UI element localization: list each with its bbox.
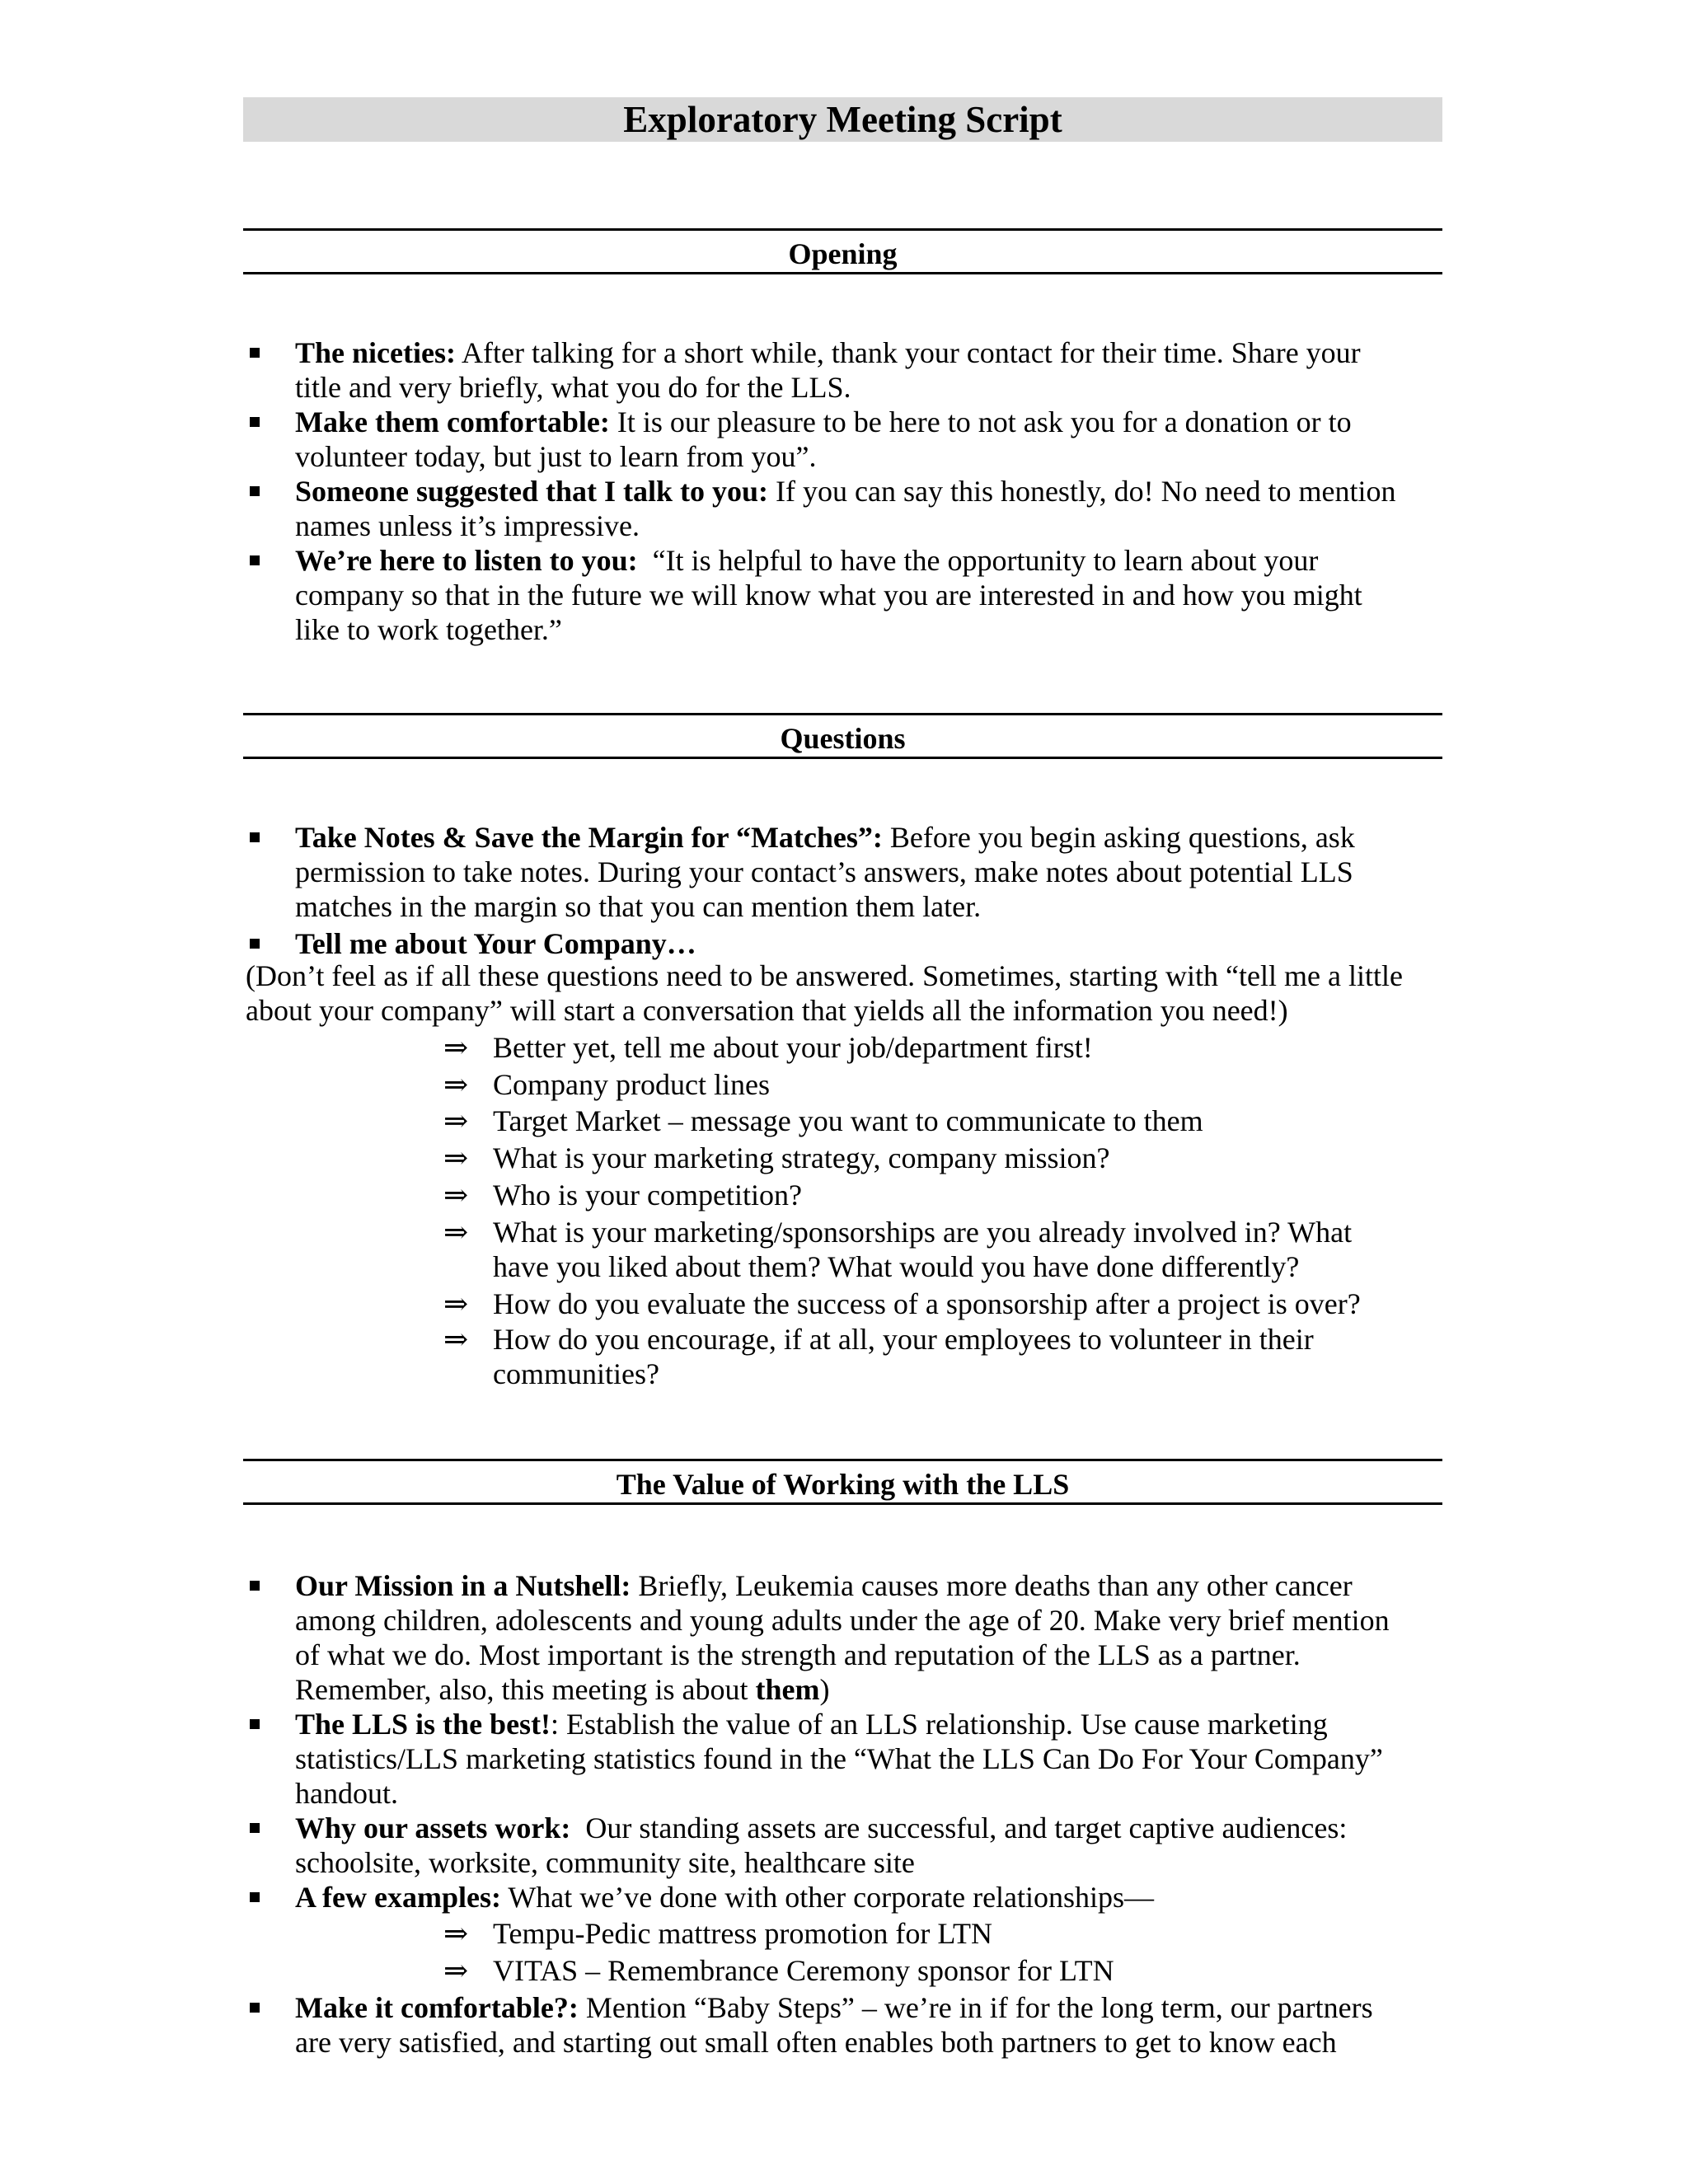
item-text: Before you begin asking questions, ask — [889, 821, 1355, 854]
emphasis-text: them — [755, 1673, 820, 1706]
arrow-item: What is your marketing strategy, company mission? — [493, 1141, 1110, 1174]
list-item-line: permission to take notes. During your contact’s answers, make notes about potential LLS — [295, 855, 1353, 888]
bullet-icon — [250, 1581, 260, 1591]
item-text: ) — [819, 1673, 830, 1706]
bullet-icon — [250, 417, 260, 427]
double-arrow-icon: ⇒ — [443, 1287, 469, 1320]
list-item-line: among children, adolescents and young adults under the age of 20. Make very brief mention — [295, 1604, 1390, 1637]
list-item-line: matches in the margin so that you can mention them later. — [295, 890, 982, 923]
bullet-icon — [250, 939, 260, 949]
item-bold-label: Tell me about Your Company… — [295, 927, 696, 960]
list-item-line — [295, 926, 696, 961]
item-bold-label: Our Mission in a Nutshell: — [295, 1569, 631, 1602]
list-item-line: handout. — [295, 1777, 398, 1810]
list-item-line — [295, 1811, 1347, 1845]
bullet-icon — [250, 832, 260, 842]
list-item-line — [295, 405, 1352, 439]
bullet-icon — [250, 2003, 260, 2013]
list-item-line: are very satisfied, and starting out small often enables both partners to get to know each — [295, 2026, 1337, 2059]
list-item-line: title and very briefly, what you do for the LLS. — [295, 371, 851, 404]
list-item-line — [295, 543, 1318, 578]
item-bold-label: Someone suggested that I talk to you: — [295, 475, 769, 508]
item-bold-label: The LLS is the best! — [295, 1708, 551, 1741]
list-item-line: volunteer today, but just to learn from you”. — [295, 440, 817, 473]
double-arrow-icon: ⇒ — [443, 1954, 469, 1987]
double-arrow-icon: ⇒ — [443, 1104, 469, 1137]
section-heading-value: The Value of Working with the LLS — [243, 1459, 1442, 1505]
list-item-line: company so that in the future we will know what you are interested in and how you might — [295, 579, 1362, 612]
double-arrow-icon: ⇒ — [443, 1323, 469, 1356]
item-bold-label: Why our assets work: — [295, 1811, 571, 1844]
bullet-icon — [250, 555, 260, 565]
item-text: After talking for a short while, thank your contact for their time. Share your — [461, 336, 1361, 369]
arrow-item: Tempu-Pedic mattress promotion for LTN — [493, 1917, 993, 1950]
item-bold-label: The niceties: — [295, 336, 456, 369]
arrow-item: Target Market – message you want to communicate to them — [493, 1104, 1203, 1137]
arrow-item: Better yet, tell me about your job/department first! — [493, 1031, 1093, 1064]
item-text: Our standing assets are successful, and target captive audiences: — [585, 1811, 1348, 1844]
arrow-item: VITAS – Remembrance Ceremony sponsor for LTN — [493, 1954, 1114, 1987]
item-text: Briefly, Leukemia causes more deaths than any other cancer — [638, 1569, 1353, 1602]
double-arrow-icon: ⇒ — [443, 1179, 469, 1212]
list-item-line: statistics/LLS marketing statistics found in the “What the LLS Can Do For Your Company” — [295, 1742, 1383, 1775]
arrow-item: Company product lines — [493, 1068, 770, 1101]
section-heading-questions: Questions — [243, 713, 1442, 759]
bullet-icon — [250, 348, 260, 358]
list-item-line — [295, 1990, 1373, 2025]
list-item-line — [295, 474, 1396, 509]
list-item-line: schoolsite, worksite, community site, healthcare site — [295, 1846, 915, 1879]
arrow-item: How do you encourage, if at all, your employees to volunteer in their — [493, 1323, 1314, 1356]
arrow-item: Who is your competition? — [493, 1179, 802, 1212]
arrow-item: communities? — [493, 1357, 659, 1390]
page-title: Exploratory Meeting Script — [243, 97, 1442, 142]
item-bold-label: We’re here to listen to you: — [295, 544, 638, 577]
list-item-line — [295, 1707, 1328, 1741]
list-item-line — [295, 1880, 1154, 1915]
arrow-item: What is your marketing/sponsorships are you already involved in? What — [493, 1216, 1353, 1249]
list-item-line: like to work together.” — [295, 613, 562, 646]
note-line: (Don’t feel as if all these questions need to be answered. Sometimes, starting with “tell me a little — [246, 959, 1403, 992]
item-bold-label: A few examples: — [295, 1881, 501, 1914]
arrow-item: have you liked about them? What would you have done differently? — [493, 1250, 1300, 1283]
item-text: “It is helpful to have the opportunity to learn about your — [652, 544, 1319, 577]
list-item-line — [295, 335, 1361, 370]
double-arrow-icon: ⇒ — [443, 1068, 469, 1101]
item-text: : Establish the value of an LLS relationship. Use cause marketing — [551, 1708, 1328, 1741]
bullet-icon — [250, 486, 260, 496]
double-arrow-icon: ⇒ — [443, 1031, 469, 1064]
item-text: It is our pleasure to be here to not ask you for a donation or to — [617, 405, 1352, 438]
arrow-item: How do you evaluate the success of a sponsorship after a project is over? — [493, 1287, 1361, 1320]
double-arrow-icon: ⇒ — [443, 1917, 469, 1950]
bullet-icon — [250, 1719, 260, 1729]
item-text: Remember, also, this meeting is about — [295, 1673, 748, 1706]
bullet-icon — [250, 1892, 260, 1902]
item-bold-label: Make it comfortable?: — [295, 1991, 579, 2024]
note-line: about your company” will start a conversation that yields all the information you need!) — [246, 994, 1288, 1027]
list-item-line — [295, 1672, 829, 1707]
item-bold-label: Make them comfortable: — [295, 405, 610, 438]
double-arrow-icon: ⇒ — [443, 1216, 469, 1249]
section-heading-opening: Opening — [243, 228, 1442, 274]
double-arrow-icon: ⇒ — [443, 1141, 469, 1174]
item-text: What we’ve done with other corporate relationships— — [508, 1881, 1155, 1914]
list-item-line: names unless it’s impressive. — [295, 509, 640, 542]
item-text: Mention “Baby Steps” – we’re in if for the long term, our partners — [585, 1991, 1373, 2024]
list-item-line: of what we do. Most important is the strength and reputation of the LLS as a partner. — [295, 1638, 1301, 1671]
item-bold-label: Take Notes & Save the Margin for “Matches”: — [295, 821, 883, 854]
list-item-line — [295, 1568, 1353, 1603]
item-text: If you can say this honestly, do! No need to mention — [776, 475, 1396, 508]
bullet-icon — [250, 1823, 260, 1833]
list-item-line — [295, 820, 1355, 855]
